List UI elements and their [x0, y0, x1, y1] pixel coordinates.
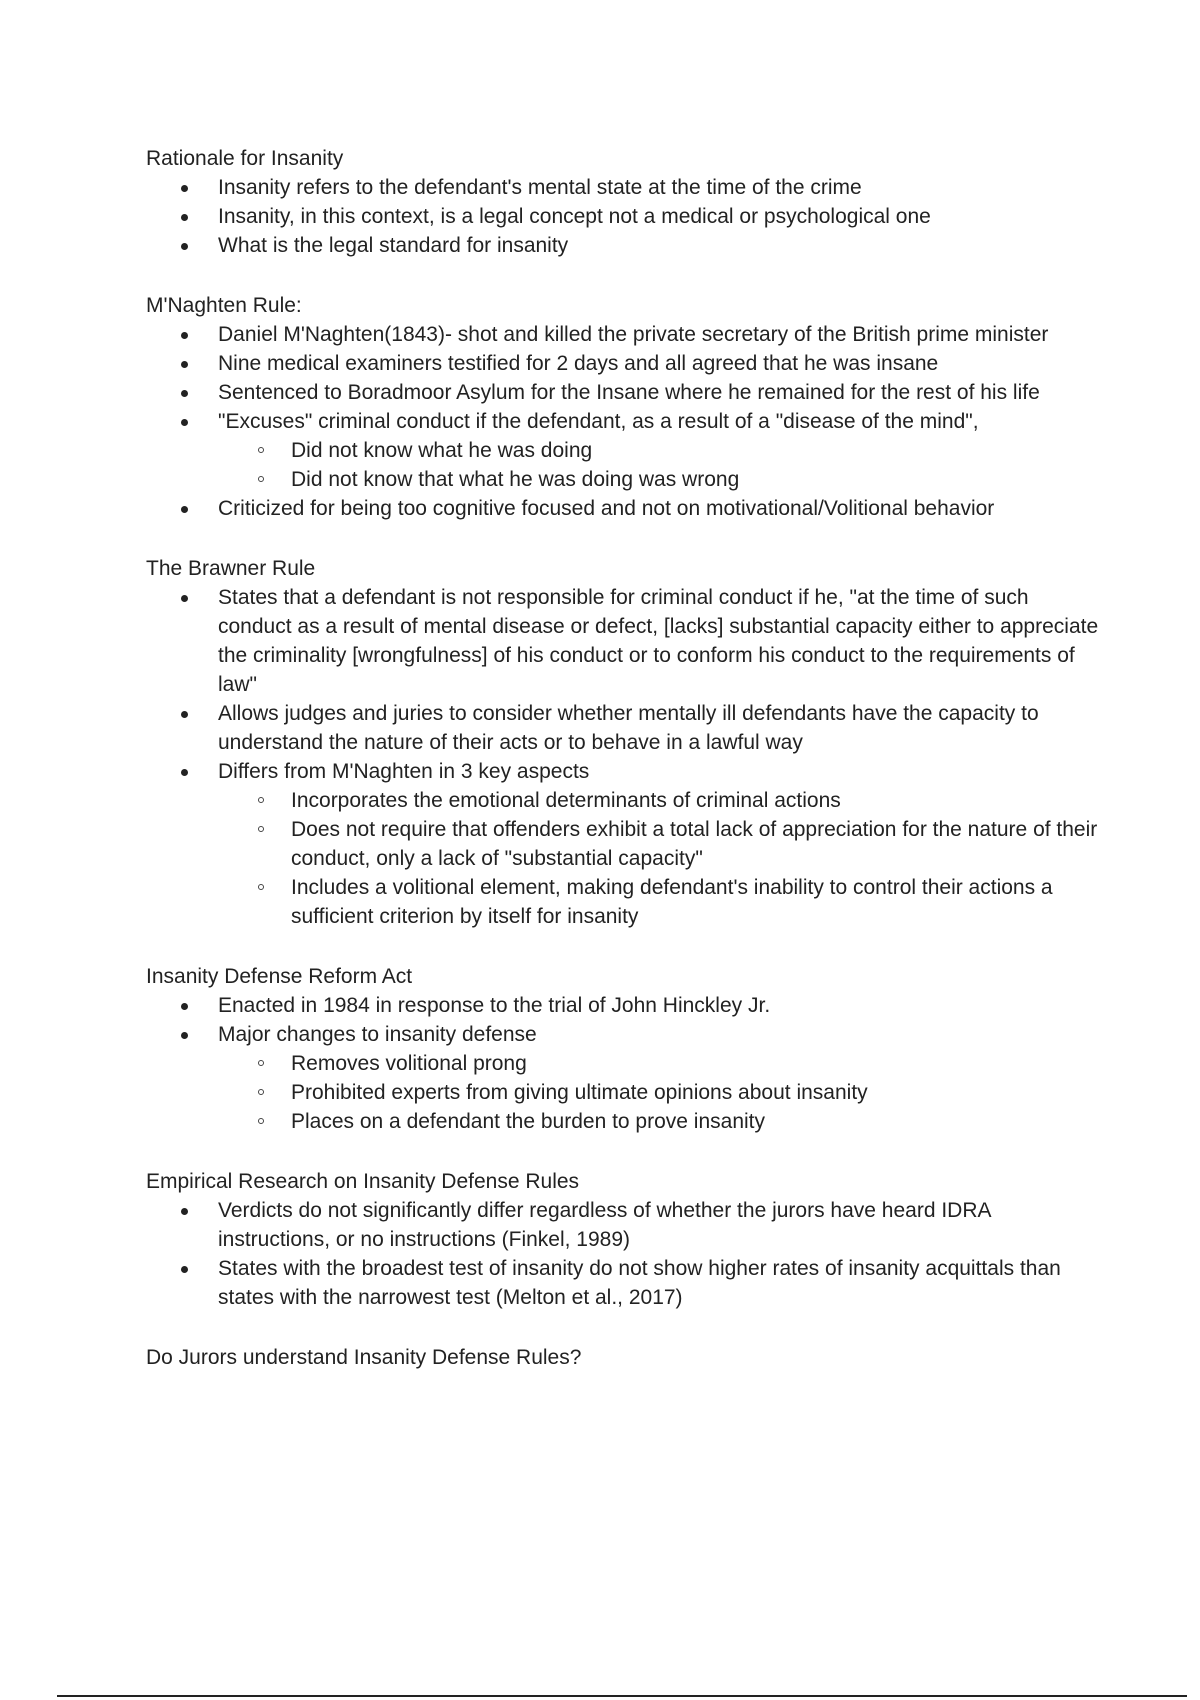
list-item	[218, 583, 1106, 699]
document-body	[146, 144, 1106, 1403]
section-title: Rationale for Insanity	[146, 147, 344, 170]
bullet-dot-icon	[181, 390, 188, 397]
bullet-circle-icon	[258, 826, 264, 832]
list-item	[218, 407, 1106, 494]
list-item	[218, 699, 1106, 757]
sub-bullet-list	[218, 786, 1106, 931]
sub-list-item-text: Did not know that what he was doing was wrong	[291, 468, 740, 491]
bullet-dot-icon	[181, 1003, 188, 1010]
list-item-text: States with the broadest test of insanity do not show higher rates of insanity acquittals than states with the narrowest test (Melton et al., 2017)	[218, 1257, 1061, 1309]
list-item-text: Nine medical examiners testified for 2 days and all agreed that he was insane	[218, 352, 939, 375]
section-title: Do Jurors understand Insanity Defense Rules?	[146, 1346, 582, 1369]
bullet-circle-icon	[258, 1118, 264, 1124]
bullet-list	[146, 173, 1106, 260]
list-item-text: States that a defendant is not responsible for criminal conduct if he, "at the time of such conduct as a result of mental disease or defect, [lacks] substantial capacity either to appreciate the criminality [wrongfulness] of his conduct or to conform his conduct to the requirements of law"	[218, 586, 1099, 696]
list-item	[218, 320, 1106, 349]
sub-list-item-text: Did not know what he was doing	[291, 439, 593, 462]
bullet-circle-icon	[258, 797, 264, 803]
section	[146, 554, 1106, 931]
list-item	[218, 991, 1106, 1020]
bullet-dot-icon	[181, 1208, 188, 1215]
sub-bullet-list	[218, 1049, 1106, 1136]
list-item-text: What is the legal standard for insanity	[218, 234, 569, 257]
list-item	[218, 173, 1106, 202]
bullet-dot-icon	[181, 595, 188, 602]
bullet-dot-icon	[181, 361, 188, 368]
list-item	[218, 757, 1106, 931]
sub-list-item-text: Removes volitional prong	[291, 1052, 527, 1075]
sub-list-item	[291, 465, 1106, 494]
sub-list-item-text: Includes a volitional element, making defendant's inability to control their actions a sufficient criterion by itself for insanity	[291, 876, 1053, 928]
bullet-circle-icon	[258, 884, 264, 890]
list-item-text: Sentenced to Boradmoor Asylum for the Insane where he remained for the rest of his life	[218, 381, 1040, 404]
sub-list-item-text: Places on a defendant the burden to prove insanity	[291, 1110, 765, 1133]
list-item	[218, 202, 1106, 231]
section-title: Empirical Research on Insanity Defense Rules	[146, 1170, 580, 1193]
list-item-text: Insanity refers to the defendant's mental state at the time of the crime	[218, 176, 862, 199]
bullet-dot-icon	[181, 711, 188, 718]
sub-list-item	[291, 786, 1106, 815]
list-item	[218, 231, 1106, 260]
bullet-dot-icon	[181, 185, 188, 192]
list-item-text: Insanity, in this context, is a legal concept not a medical or psychological one	[218, 205, 931, 228]
sub-list-item	[291, 436, 1106, 465]
bullet-dot-icon	[181, 243, 188, 250]
bullet-dot-icon	[181, 769, 188, 776]
list-item-text: Verdicts do not significantly differ regardless of whether the jurors have heard IDRA instructions, or no instructions (Finkel, 1989)	[218, 1199, 991, 1251]
bullet-list	[146, 320, 1106, 523]
list-item	[218, 1020, 1106, 1136]
bullet-circle-icon	[258, 1060, 264, 1066]
section	[146, 1167, 1106, 1312]
section	[146, 962, 1106, 1136]
bullet-circle-icon	[258, 1089, 264, 1095]
list-item	[218, 494, 1106, 523]
page-bottom-rule	[57, 1695, 1187, 1697]
bullet-circle-icon	[258, 476, 264, 482]
list-item	[218, 1196, 1106, 1254]
bullet-list	[146, 1196, 1106, 1312]
list-item	[218, 378, 1106, 407]
list-item-text: Criticized for being too cognitive focused and not on motivational/Volitional behavior	[218, 497, 995, 520]
section	[146, 144, 1106, 260]
section	[146, 291, 1106, 523]
bullet-dot-icon	[181, 1032, 188, 1039]
list-item	[218, 349, 1106, 378]
list-item	[218, 1254, 1106, 1312]
bullet-list	[146, 991, 1106, 1136]
section-title: The Brawner Rule	[146, 557, 316, 580]
bullet-dot-icon	[181, 332, 188, 339]
sub-list-item	[291, 1107, 1106, 1136]
section-title: M'Naghten Rule:	[146, 294, 302, 317]
sub-list-item-text: Does not require that offenders exhibit a total lack of appreciation for the nature of their conduct, only a lack of "substantial capacity"	[291, 818, 1098, 870]
sub-list-item	[291, 815, 1106, 873]
section	[146, 1343, 1106, 1372]
list-item-text: Differs from M'Naghten in 3 key aspects	[218, 760, 590, 783]
sub-list-item	[291, 1078, 1106, 1107]
bullet-dot-icon	[181, 419, 188, 426]
bullet-dot-icon	[181, 214, 188, 221]
list-item-text: Daniel M'Naghten(1843)- shot and killed the private secretary of the British prime minister	[218, 323, 1049, 346]
bullet-dot-icon	[181, 506, 188, 513]
bullet-dot-icon	[181, 1266, 188, 1273]
list-item-text: "Excuses" criminal conduct if the defendant, as a result of a "disease of the mind",	[218, 410, 979, 433]
sub-list-item-text: Incorporates the emotional determinants of criminal actions	[291, 789, 841, 812]
sub-list-item-text: Prohibited experts from giving ultimate opinions about insanity	[291, 1081, 868, 1104]
bullet-circle-icon	[258, 447, 264, 453]
section-title: Insanity Defense Reform Act	[146, 965, 413, 988]
sub-list-item	[291, 873, 1106, 931]
bullet-list	[146, 583, 1106, 931]
sub-list-item	[291, 1049, 1106, 1078]
sub-bullet-list	[218, 436, 1106, 494]
list-item-text: Major changes to insanity defense	[218, 1023, 537, 1046]
list-item-text: Allows judges and juries to consider whether mentally ill defendants have the capacity to understand the nature of their acts or to behave in a lawful way	[218, 702, 1039, 754]
list-item-text: Enacted in 1984 in response to the trial of John Hinckley Jr.	[218, 994, 771, 1017]
